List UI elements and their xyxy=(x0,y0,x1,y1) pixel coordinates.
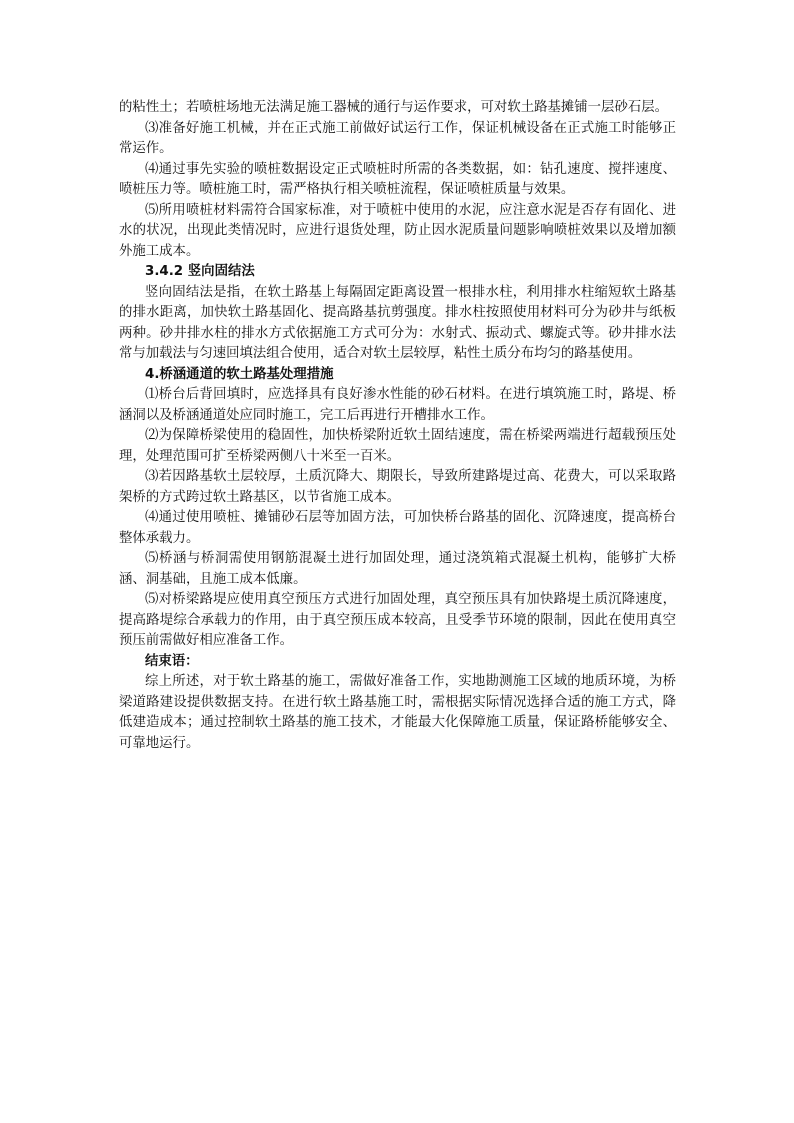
paragraph-measure-1: ⑴桥台后背回填时，应选择具有良好渗水性能的砂石材料。在进行填筑施工时，路堤、桥涵洞以及桥涵通道处应同时施工，完工后再进行开槽排水工作。 xyxy=(119,387,676,423)
paragraph-item-4-pile-data: ⑷通过事先实验的喷桩数据设定正式喷桩时所需的各类数据，如：钻孔速度、搅拌速度、喷桩压力等。喷桩施工时，需严格执行相关喷桩流程，保证喷桩质量与效果。 xyxy=(119,161,676,197)
paragraph-vertical-consolidation: 竖向固结法是指，在软土路基上每隔固定距离设置一根排水柱，利用排水柱缩短软土路基的排水距离，加快软土路基固化、提高路基抗剪强度。排水柱按照使用材料可分为砂井与纸板两种。砂井排水柱的排水方式依据施工方式可分为：水射式、振动式、螺旋式等。砂井排水法常与加载法与匀速回填法组合使用，适合对软土层较厚，粘性土质分布均匀的路基使用。 xyxy=(119,284,676,361)
paragraph-measure-5a: ⑸桥涵与桥洞需使用钢筋混凝土进行加固处理，通过浇筑箱式混凝土机构，能够扩大桥涵、洞基础，且施工成本低廉。 xyxy=(119,551,676,587)
section-heading-culvert-measures: 4.桥涵通道的软土路基处理措施 xyxy=(145,366,334,382)
section-heading-vertical-consolidation: 3.4.2 竖向固结法 xyxy=(145,264,255,279)
section-heading-conclusion: 结束语： xyxy=(145,653,199,669)
paragraph-measure-2: ⑵为保障桥梁使用的稳固性，加快桥梁附近软土固结速度，需在桥梁两端进行超载预压处理，处理范围可扩至桥梁两侧八十米至一百米。 xyxy=(119,428,676,464)
paragraph-item-3-machinery: ⑶准备好施工机械，并在正式施工前做好试运行工作，保证机械设备在正式施工时能够正常运作。 xyxy=(119,120,676,156)
document-body xyxy=(119,98,676,754)
paragraph-item-5-materials: ⑸所用喷桩材料需符合国家标准，对于喷桩中使用的水泥，应注意水泥是否存有固化、进水的状况，出现此类情况时，应进行退货处理，防止因水泥质量问题影响喷桩效果以及增加额外施工成本。 xyxy=(119,202,676,259)
paragraph-clay-soil: 的粘性土；若喷桩场地无法满足施工器械的通行与运作要求，可对软土路基摊铺一层砂石层。 xyxy=(119,100,669,115)
paragraph-measure-5b: ⑸对桥梁路堤应使用真空预压方式进行加固处理，真空预压具有加快路堤土质沉降速度，提高路堤综合承载力的作用，由于真空预压成本较高，且受季节环境的限制，因此在使用真空预压前需做好相应准备工作。 xyxy=(119,592,676,648)
paragraph-measure-4: ⑷通过使用喷桩、摊铺砂石层等加固方法，可加快桥台路基的固化、沉降速度，提高桥台整体承载力。 xyxy=(119,510,676,546)
paragraph-conclusion: 综上所述，对于软土路基的施工，需做好准备工作，实地勘测施工区域的地质环境，为桥梁道路建设提供数据支持。在进行软土路基施工时，需根据实际情况选择合适的施工方式，降低建造成本；通过控制软土路基的施工技术，才能最大化保障施工质量，保证路桥能够安全、可靠地运行。 xyxy=(119,674,676,751)
paragraph-measure-3: ⑶若因路基软土层较厚，土质沉降大、期限长，导致所建路堤过高、花费大，可以采取路架桥的方式跨过软土路基区，以节省施工成本。 xyxy=(119,469,676,505)
